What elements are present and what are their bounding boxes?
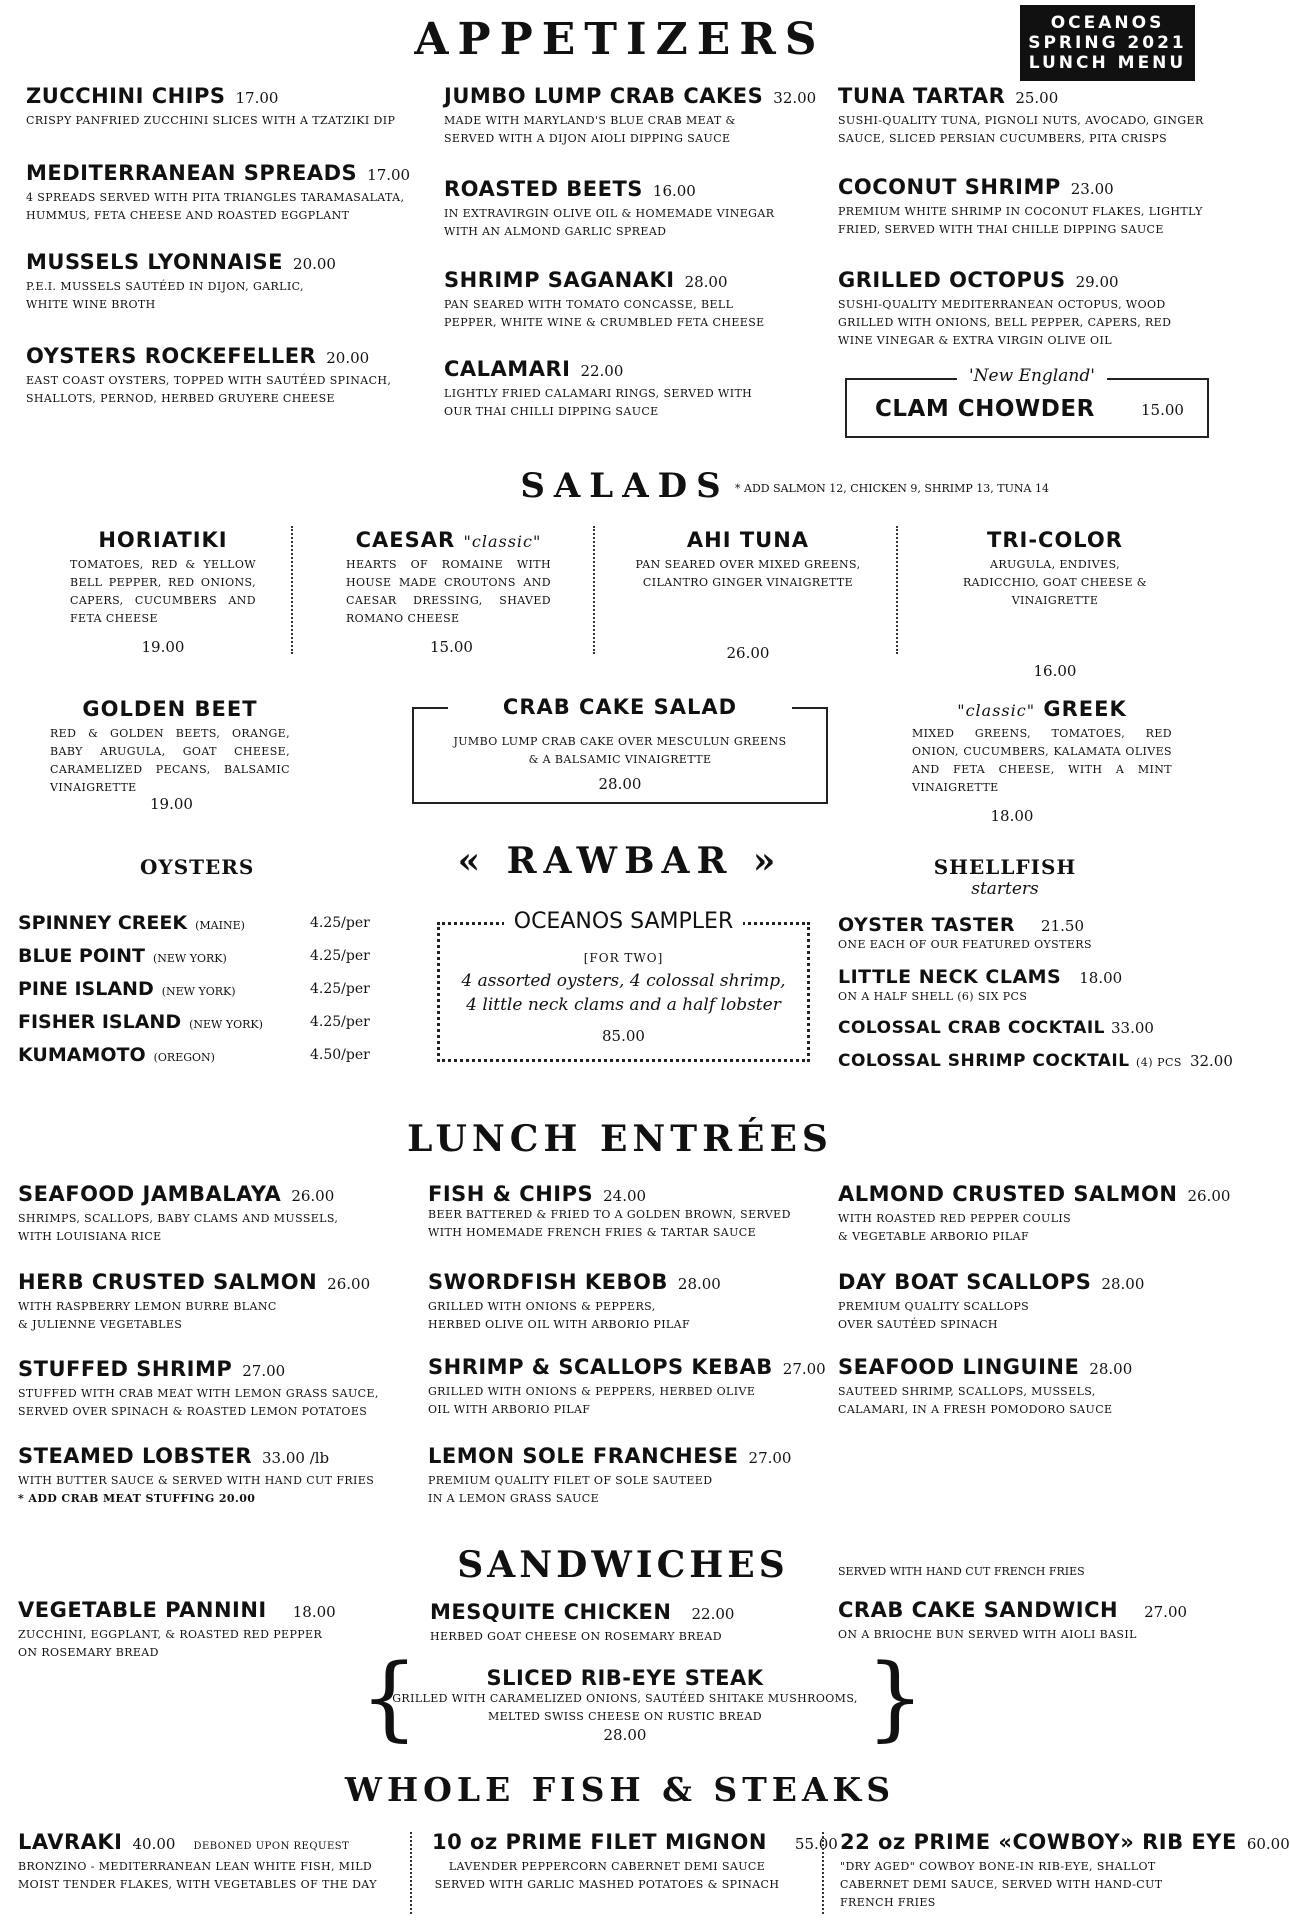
oyster-name: BLUE POINT <box>18 945 145 967</box>
item-description <box>444 205 844 241</box>
item-name: LITTLE NECK CLAMS <box>838 966 1062 988</box>
salad-tri-color <box>940 528 1170 680</box>
desc-line: LAVENDER PEPPERCORN CABERNET DEMI SAUCE <box>448 1860 766 1873</box>
salad-price: 15.00 <box>430 638 473 656</box>
oyster-name: FISHER ISLAND <box>18 1011 182 1033</box>
item-price: 28.00 <box>684 273 728 291</box>
item-description <box>838 112 1238 148</box>
rawbar-heading: « RAWBAR » <box>457 840 783 882</box>
salad-caesar <box>346 528 551 656</box>
desc-line: & A BALSAMIC VINAIGRETTE <box>528 753 712 766</box>
item-price: 33.00 <box>1111 1019 1154 1037</box>
entree-lemon-sole-franchese <box>428 1444 838 1508</box>
item-description <box>385 1690 865 1726</box>
item-description <box>838 1298 1238 1334</box>
item-price: 17.00 <box>367 166 411 184</box>
salad-price: 19.00 <box>141 638 185 656</box>
salad-description <box>414 733 826 769</box>
item-price: 16.00 <box>652 182 696 200</box>
desc-line: WITH RASPBERRY LEMON BURRE BLANC <box>18 1300 277 1313</box>
chowder-name: CLAM CHOWDER <box>875 396 1095 422</box>
salad-price: 26.00 <box>726 644 770 662</box>
item-name: SEAFOOD JAMBALAYA <box>18 1182 282 1206</box>
item-price: 33.00 /lb <box>262 1449 330 1467</box>
desc-line: MADE WITH MARYLAND'S BLUE CRAB MEAT & <box>444 114 736 127</box>
desc-line: WITH LOUISIANA RICE <box>18 1230 162 1243</box>
desc-line: SUSHI-QUALITY MEDITERRANEAN OCTOPUS, WOOD <box>838 298 1166 311</box>
item-description <box>428 1383 838 1419</box>
oyster-name: KUMAMOTO <box>18 1044 146 1066</box>
desc-line: HUMMUS, FETA CHEESE AND ROASTED EGGPLANT <box>26 209 350 222</box>
salad-name: CAESAR <box>355 528 456 552</box>
chowder-price: 15.00 <box>1141 401 1184 419</box>
item-price: 20.00 <box>326 349 370 367</box>
menu-item-shrimp-saganaki <box>444 268 844 332</box>
salad-ahi-tuna <box>628 528 868 662</box>
whole-fish-heading: WHOLE FISH & STEAKS <box>344 1770 896 1809</box>
desc-line: PREMIUM WHITE SHRIMP IN COCONUT FLAKES, LIGHTLY <box>838 205 1203 218</box>
item-name: OYSTER TASTER <box>838 914 1016 936</box>
menu-item-zucchini-chips <box>26 84 426 130</box>
salad-golden-beet <box>50 697 290 813</box>
sampler-description <box>440 951 807 1045</box>
menu-item-coconut-shrimp <box>838 175 1238 239</box>
item-description <box>838 203 1238 239</box>
oyster-region: (NEW YORK) <box>161 985 236 998</box>
desc-line: PREMIUM QUALITY SCALLOPS <box>838 1300 1030 1313</box>
divider <box>822 1832 824 1914</box>
item-description <box>444 112 844 148</box>
item-name: SWORDFISH KEBOB <box>428 1270 668 1294</box>
item-description: CRISPY PANFRIED ZUCCHINI SLICES WITH A TZATZIKI DIP <box>26 114 396 127</box>
sandwiches-heading: SANDWICHES <box>457 1544 789 1586</box>
salad-name: GOLDEN BEET <box>82 697 258 721</box>
item-price: 27.00 <box>1144 1603 1188 1621</box>
salad-price: 19.00 <box>150 795 193 813</box>
entree-steamed-lobster <box>18 1444 428 1508</box>
item-price: 23.00 <box>1070 180 1114 198</box>
sampler-price: 85.00 <box>602 1027 645 1045</box>
item-name: MEDITERRANEAN SPREADS <box>26 161 358 185</box>
entree-seafood-jambalaya <box>18 1182 428 1246</box>
entree-seafood-linguine <box>838 1355 1238 1419</box>
item-price: 32.00 <box>773 89 817 107</box>
desc-line: CABERNET DEMI SAUCE, SERVED WITH HAND-CUT <box>840 1878 1163 1891</box>
desc-line: WINE VINEGAR & EXTRA VIRGIN OLIVE OIL <box>838 334 1112 347</box>
item-price: 26.00 <box>327 1275 371 1293</box>
sandwich-crab-cake <box>838 1598 1238 1644</box>
item-description <box>838 1383 1238 1419</box>
desc-line: SAUCE, SLICED PERSIAN CUCUMBERS, PITA CRISPS <box>838 132 1168 145</box>
shellfish-heading: SHELLFISH <box>933 855 1077 879</box>
oyster-row <box>18 912 388 940</box>
desc-line: EAST COAST OYSTERS, TOPPED WITH SAUTÉED SPINACH, <box>26 374 392 387</box>
salad-horiatiki <box>70 528 256 656</box>
desc-line: 4 assorted oysters, 4 colossal shrimp, <box>461 971 786 991</box>
shellfish-little-neck-clams <box>838 966 1218 1006</box>
oyster-region: (NEW YORK) <box>152 952 227 965</box>
desc-line: BRONZINO - MEDITERRANEAN LEAN WHITE FISH, MILD <box>18 1860 373 1873</box>
item-description: ONE EACH OF OUR FEATURED OYSTERS <box>838 938 1092 951</box>
item-description <box>444 385 844 421</box>
menu-item-calamari <box>444 357 844 421</box>
desc-line: "DRY AGED" COWBOY BONE-IN RIB-EYE, SHALLOT <box>840 1860 1156 1873</box>
desc-line: SAUTEED SHRIMP, SCALLOPS, MUSSELS, <box>838 1385 1096 1398</box>
entree-herb-crusted-salmon <box>18 1270 428 1334</box>
oyster-price: 4.25/per <box>310 1014 370 1030</box>
item-name: STEAMED LOBSTER <box>18 1444 252 1468</box>
item-description <box>26 189 436 225</box>
oyster-region: (NEW YORK) <box>189 1018 263 1031</box>
item-name: COLOSSAL SHRIMP COCKTAIL <box>838 1051 1130 1071</box>
oyster-row <box>18 978 388 1006</box>
item-name: COCONUT SHRIMP <box>838 175 1061 199</box>
item-price: 28.00 <box>1089 1360 1133 1378</box>
desc-line: GRILLED WITH ONIONS, BELL PEPPER, CAPERS, RED <box>838 316 1172 329</box>
oceanos-sampler-box <box>437 909 810 1062</box>
item-price: 27.00 <box>748 1449 792 1467</box>
desc-line: GRILLED WITH ONIONS & PEPPERS, <box>428 1300 656 1313</box>
desc-line: CALAMARI, IN A FRESH POMODORO SAUCE <box>838 1403 1113 1416</box>
item-price: 28.00 <box>603 1726 647 1744</box>
item-description: HERBED GOAT CHEESE ON ROSEMARY BREAD <box>430 1630 722 1643</box>
desc-line: SUSHI-QUALITY TUNA, PIGNOLI NUTS, AVOCADO, GINGER <box>838 114 1204 127</box>
salad-description: HEARTS OF ROMAINE WITH HOUSE MADE CROUTONS AND CAESAR DRESSING, SHAVED ROMANO CHEESE <box>346 558 551 625</box>
appetizers-heading: APPETIZERS <box>414 14 826 65</box>
item-name: MESQUITE CHICKEN <box>430 1600 672 1624</box>
salad-name-sub: "classic" <box>463 532 542 551</box>
sandwiches-note: SERVED WITH HAND CUT FRENCH FRIES <box>838 1565 1085 1578</box>
item-price: 28.00 <box>1101 1275 1145 1293</box>
item-description: ON A BRIOCHE BUN SERVED WITH AIOLI BASIL <box>838 1628 1137 1641</box>
item-price: 17.00 <box>235 89 279 107</box>
salad-name: TRI-COLOR <box>987 528 1123 552</box>
item-note: DEBONED UPON REQUEST <box>193 1841 350 1852</box>
oyster-region: (OREGON) <box>153 1051 215 1064</box>
item-name: DAY BOAT SCALLOPS <box>838 1270 1092 1294</box>
desc-line: BEER BATTERED & FRIED TO A GOLDEN BROWN, SERVED <box>428 1208 791 1221</box>
salad-description: ARUGULA, ENDIVES, RADICCHIO, GOAT CHEESE & VINAIGRETTE <box>962 558 1148 607</box>
badge-line-2: SPRING 2021 <box>1028 33 1187 53</box>
salad-description: PAN SEARED OVER MIXED GREENS, CILANTRO GINGER VINAIGRETTE <box>635 558 861 589</box>
desc-line: GRILLED WITH CARAMELIZED ONIONS, SAUTÉED SHITAKE MUSHROOMS, <box>392 1692 858 1705</box>
desc-line: 4 little neck clams and a half lobster <box>466 995 781 1015</box>
oyster-row <box>18 1044 388 1072</box>
left-brace-icon: { <box>360 1644 419 1751</box>
chowder-subtitle: 'New England' <box>957 366 1107 386</box>
item-description <box>428 1472 838 1508</box>
item-price: 26.00 <box>1187 1187 1231 1205</box>
clam-chowder-box <box>845 366 1209 438</box>
item-name: SLICED RIB-EYE STEAK <box>486 1666 764 1690</box>
item-price: 20.00 <box>293 255 336 273</box>
oyster-row <box>18 945 388 973</box>
item-price: 29.00 <box>1075 273 1119 291</box>
desc-line: SERVED OVER SPINACH & ROASTED LEMON POTATOES <box>18 1405 368 1418</box>
desc-line: SERVED WITH GARLIC MASHED POTATOES & SPINACH <box>434 1878 780 1891</box>
item-description: ON A HALF SHELL (6) SIX PCS <box>838 990 1028 1003</box>
right-brace-icon: } <box>866 1644 925 1751</box>
menu-item-roasted-beets <box>444 177 844 241</box>
salad-name: HORIATIKI <box>98 528 228 552</box>
desc-line: LIGHTLY FRIED CALAMARI RINGS, SERVED WITH <box>444 387 753 400</box>
badge-line-3: LUNCH MENU <box>1028 53 1187 73</box>
desc-line: FRENCH FRIES <box>840 1896 936 1909</box>
desc-line: GRILLED WITH ONIONS & PEPPERS, HERBED OLIVE <box>428 1385 756 1398</box>
item-name: LAVRAKI <box>18 1830 123 1854</box>
salads-heading: SALADS <box>520 466 730 506</box>
salads-note: * ADD SALMON 12, CHICKEN 9, SHRIMP 13, TUNA 14 <box>735 482 1049 495</box>
divider <box>593 526 595 654</box>
item-name: JUMBO LUMP CRAB CAKES <box>444 84 764 108</box>
entree-shrimp-scallops-kebab <box>428 1355 838 1419</box>
desc-line: IN EXTRAVIRGIN OLIVE OIL & HOMEMADE VINEGAR <box>444 207 775 220</box>
item-description <box>444 296 844 332</box>
salad-name: AHI TUNA <box>686 528 810 552</box>
item-price: 32.00 <box>1189 1052 1233 1070</box>
item-price: 28.00 <box>677 1275 721 1293</box>
item-price: 60.00 <box>1246 1835 1290 1853</box>
item-name: TUNA TARTAR <box>838 84 1006 108</box>
desc-line: & VEGETABLE ARBORIO PILAF <box>838 1230 1029 1243</box>
item-price: 22.00 <box>580 362 624 380</box>
item-description <box>26 372 436 408</box>
shellfish-heading-block <box>900 855 1110 899</box>
item-price: 40.00 <box>132 1835 176 1853</box>
desc-line: MOIST TENDER FLAKES, WITH VEGETABLES OF THE DAY <box>18 1878 377 1891</box>
entree-almond-crusted-salmon <box>838 1182 1238 1246</box>
item-qty: (4) PCS <box>1136 1056 1182 1069</box>
item-price: 22.00 <box>691 1605 735 1623</box>
item-description <box>428 1206 838 1242</box>
desc-line: ON ROSEMARY BREAD <box>18 1646 159 1659</box>
desc-line: PAN SEARED WITH TOMATO CONCASSE, BELL <box>444 298 734 311</box>
salad-name-sub: "classic" <box>957 701 1036 720</box>
item-price: 21.50 <box>1041 917 1084 935</box>
shellfish-shrimp-cocktail <box>838 1051 1238 1071</box>
item-price: 25.00 <box>1015 89 1059 107</box>
menu-item-grilled-octopus <box>838 268 1238 350</box>
salad-price: 18.00 <box>990 807 1034 825</box>
shellfish-subheading: starters <box>971 879 1039 899</box>
desc-line: IN A LEMON GRASS SAUCE <box>428 1492 600 1505</box>
menu-item-mediterranean-spreads <box>26 161 436 225</box>
desc-line: HERBED OLIVE OIL WITH ARBORIO PILAF <box>428 1318 691 1331</box>
shellfish-oyster-taster <box>838 914 1218 954</box>
item-description <box>18 1298 428 1334</box>
desc-line: WHITE WINE BROTH <box>26 298 156 311</box>
divider <box>410 1832 412 1914</box>
item-name: 22 oz PRIME «COWBOY» RIB EYE <box>840 1830 1237 1854</box>
desc-line: OVER SAUTÉED SPINACH <box>838 1318 998 1331</box>
oyster-name: PINE ISLAND <box>18 978 154 1000</box>
sandwich-mesquite-chicken <box>430 1600 830 1646</box>
item-price: 55.00 <box>794 1835 838 1853</box>
item-name: STUFFED SHRIMP <box>18 1357 233 1381</box>
divider <box>291 526 293 654</box>
item-price: 27.00 <box>242 1362 286 1380</box>
item-price: 24.00 <box>603 1187 647 1205</box>
desc-line: STUFFED WITH CRAB MEAT WITH LEMON GRASS SAUCE, <box>18 1387 379 1400</box>
desc-line: 4 SPREADS SERVED WITH PITA TRIANGLES TARAMASALATA, <box>26 191 405 204</box>
item-name: SEAFOOD LINGUINE <box>838 1355 1080 1379</box>
whole-filet-mignon <box>432 1830 838 1894</box>
menu-item-mussels-lyonnaise <box>26 250 426 314</box>
desc-line: WITH AN ALMOND GARLIC SPREAD <box>444 225 667 238</box>
item-name: VEGETABLE PANNINI <box>18 1598 267 1622</box>
menu-badge <box>1020 5 1195 81</box>
item-name: CALAMARI <box>444 357 571 381</box>
item-price: 26.00 <box>291 1187 335 1205</box>
shellfish-crab-cocktail <box>838 1018 1228 1038</box>
item-description <box>18 1858 418 1894</box>
entree-fish-and-chips <box>428 1182 838 1242</box>
item-name: SHRIMP SAGANAKI <box>444 268 675 292</box>
item-name: ZUCCHINI CHIPS <box>26 84 226 108</box>
item-description <box>428 1298 838 1334</box>
salad-description: RED & GOLDEN BEETS, ORANGE, BABY ARUGULA, GOAT CHEESE, CARAMELIZED PECANS, BALSAMIC VINAIGRETTE <box>50 727 290 794</box>
desc-line: OUR THAI CHILLI DIPPING SAUCE <box>444 405 659 418</box>
oyster-row <box>18 1011 388 1039</box>
item-description <box>838 296 1238 350</box>
oyster-price: 4.25/per <box>310 981 370 997</box>
item-description <box>840 1858 1240 1912</box>
item-description <box>18 1385 428 1421</box>
item-name: ALMOND CRUSTED SALMON <box>838 1182 1178 1206</box>
sandwich-sliced-ribeye <box>385 1666 865 1744</box>
item-name: FISH & CHIPS <box>428 1182 594 1206</box>
divider <box>896 526 898 654</box>
item-name: OYSTERS ROCKEFELLER <box>26 344 317 368</box>
entree-swordfish-kebob <box>428 1270 838 1334</box>
item-name: LEMON SOLE FRANCHESE <box>428 1444 739 1468</box>
menu-item-tuna-tartar <box>838 84 1238 148</box>
desc-line: SHRIMPS, SCALLOPS, BABY CLAMS AND MUSSELS, <box>18 1212 339 1225</box>
desc-line: FRIED, SERVED WITH THAI CHILLE DIPPING SAUCE <box>838 223 1164 236</box>
whole-lavraki <box>18 1830 418 1894</box>
badge-line-1: OCEANOS <box>1050 13 1165 33</box>
salad-price: 16.00 <box>1033 662 1077 680</box>
item-name: HERB CRUSTED SALMON <box>18 1270 318 1294</box>
oyster-price: 4.25/per <box>310 948 370 964</box>
sampler-name-text: OCEANOS SAMPLER <box>504 909 743 934</box>
desc-line: SHALLOTS, PERNOD, HERBED GRUYERE CHEESE <box>26 392 335 405</box>
desc-line: JUMBO LUMP CRAB CAKE OVER MESCULUN GREENS <box>453 735 787 748</box>
item-name: GRILLED OCTOPUS <box>838 268 1066 292</box>
item-price: 27.00 <box>782 1360 826 1378</box>
item-name: ROASTED BEETS <box>444 177 643 201</box>
oyster-name: SPINNEY CREEK <box>18 912 188 934</box>
desc-line: PREMIUM QUALITY FILET OF SOLE SAUTEED <box>428 1474 713 1487</box>
desc-line: P.E.I. MUSSELS SAUTÉED IN DIJON, GARLIC, <box>26 280 304 293</box>
menu-item-oysters-rockefeller <box>26 344 436 408</box>
item-name: MUSSELS LYONNAISE <box>26 250 284 274</box>
item-name: COLOSSAL CRAB COCKTAIL <box>838 1018 1106 1038</box>
salad-name: GREEK <box>1043 697 1127 721</box>
desc-line: SERVED WITH A DIJON AIOLI DIPPING SAUCE <box>444 132 731 145</box>
desc-line: ZUCCHINI, EGGPLANT, & ROASTED RED PEPPER <box>18 1628 323 1641</box>
salad-greek <box>912 697 1172 825</box>
salad-name: CRAB CAKE SALAD <box>502 695 738 719</box>
salad-description: TOMATOES, RED & YELLOW BELL PEPPER, RED ONIONS, CAPERS, CUCUMBERS AND FETA CHEESE <box>70 558 256 625</box>
desc-line: & JULIENNE VEGETABLES <box>18 1318 183 1331</box>
desc-line: WITH HOMEMADE FRENCH FRIES & TARTAR SAUCE <box>428 1226 757 1239</box>
entree-stuffed-shrimp <box>18 1357 428 1421</box>
oyster-region: (MAINE) <box>195 919 245 932</box>
item-name: SHRIMP & SCALLOPS KEBAB <box>428 1355 773 1379</box>
entree-day-boat-scallops <box>838 1270 1238 1334</box>
item-name: CRAB CAKE SANDWICH <box>838 1598 1119 1622</box>
oyster-price: 4.50/per <box>310 1047 370 1063</box>
item-name: 10 oz PRIME FILET MIGNON <box>432 1830 767 1854</box>
desc-line: MELTED SWISS CHEESE ON RUSTIC BREAD <box>487 1710 763 1723</box>
sampler-sub: [FOR TWO] <box>583 951 664 965</box>
whole-cowboy-ribeye <box>840 1830 1290 1912</box>
desc-line: WITH ROASTED RED PEPPER COULIS <box>838 1212 1072 1225</box>
item-description <box>18 1210 428 1246</box>
salad-description: MIXED GREENS, TOMATOES, RED ONION, CUCUMBERS, KALAMATA OLIVES AND FETA CHEESE, WITH A MINT VINAIGRETTE <box>912 727 1172 794</box>
desc-line: WITH BUTTER SAUCE & SERVED WITH HAND CUT FRIES <box>18 1474 375 1487</box>
sampler-name <box>440 909 807 934</box>
desc-line: * ADD CRAB MEAT STUFFING 20.00 <box>18 1492 256 1505</box>
item-description <box>18 1472 428 1508</box>
entrees-heading: LUNCH ENTRÉES <box>407 1118 833 1160</box>
item-price: 18.00 <box>292 1603 336 1621</box>
menu-item-crab-cakes <box>444 84 844 148</box>
desc-line: OIL WITH ARBORIO PILAF <box>428 1403 591 1416</box>
oyster-price: 4.25/per <box>310 915 370 931</box>
desc-line: PEPPER, WHITE WINE & CRUMBLED FETA CHEESE <box>444 316 765 329</box>
salad-price: 28.00 <box>598 775 642 793</box>
item-price: 18.00 <box>1079 969 1123 987</box>
item-description <box>26 278 426 314</box>
item-description <box>432 1858 782 1894</box>
oysters-heading: OYSTERS <box>140 855 255 879</box>
crab-cake-salad-box <box>412 695 828 804</box>
item-description <box>838 1210 1238 1246</box>
